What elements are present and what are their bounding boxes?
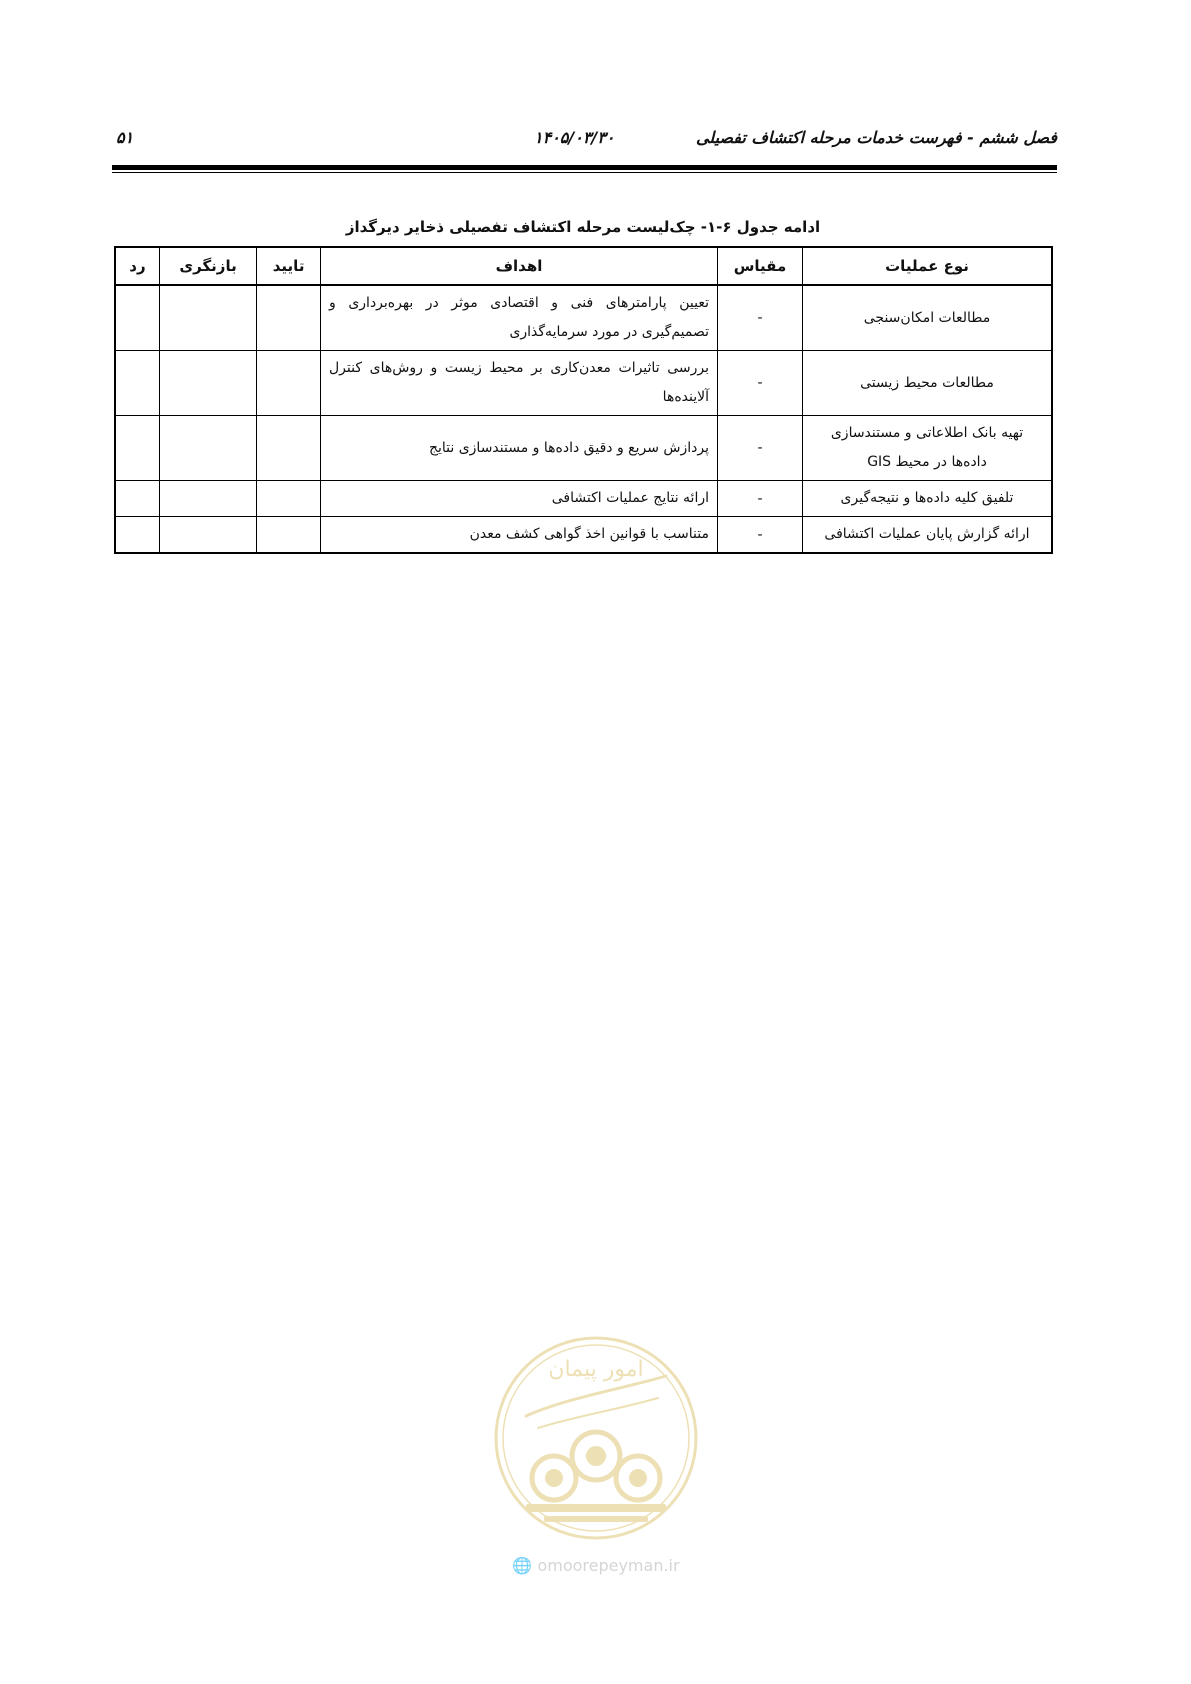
cell-reject xyxy=(115,351,159,416)
watermark-logo-text: امور پیمان xyxy=(548,1357,644,1382)
globe-icon: 🌐 xyxy=(512,1556,533,1575)
page-number: ۵۱ xyxy=(116,128,134,147)
cell-approve xyxy=(257,285,321,351)
watermark-logo xyxy=(486,1328,706,1548)
col-approve: تایید xyxy=(257,247,321,285)
cell-objectives: پردازش سریع و دقیق داده‌ها و مستندسازی نتایج xyxy=(321,416,718,481)
cell-approve xyxy=(257,351,321,416)
cell-review xyxy=(159,517,256,554)
table-caption: ادامه جدول ۶-۱- چک‌لیست مرحله اکتشاف تفصیلی ذخایر دیرگداز xyxy=(345,218,821,236)
cell-operation-type: مطالعات محیط زیستی xyxy=(803,351,1053,416)
col-review: بازنگری xyxy=(159,247,256,285)
header-date: ۱۴۰۵/۰۳/۳۰ xyxy=(534,128,615,147)
col-scale: مقیاس xyxy=(718,247,803,285)
cell-operation-type: تهیه بانک اطلاعاتی و مستندسازی داده‌ها در محیط GIS xyxy=(803,416,1053,481)
table-row xyxy=(115,285,1052,351)
col-objectives: اهداف xyxy=(321,247,718,285)
cell-operation-type: ارائه گزارش پایان عملیات اکتشافی xyxy=(803,517,1053,554)
table-row xyxy=(115,517,1052,554)
cell-objectives: متناسب با قوانین اخذ گواهی کشف معدن xyxy=(321,517,718,554)
header-rule-thin xyxy=(112,172,1057,173)
cell-approve xyxy=(257,517,321,554)
cell-review xyxy=(159,416,256,481)
cell-reject xyxy=(115,416,159,481)
cell-scale: - xyxy=(718,517,803,554)
cell-scale: - xyxy=(718,285,803,351)
table-header-row xyxy=(115,247,1052,285)
cell-operation-type: مطالعات امکان‌سنجی xyxy=(803,285,1053,351)
cell-reject xyxy=(115,481,159,517)
cell-approve xyxy=(257,481,321,517)
watermark xyxy=(486,1328,706,1578)
col-operation-type: نوع عملیات xyxy=(803,247,1053,285)
cell-review xyxy=(159,285,256,351)
header-rule-thick xyxy=(112,165,1057,170)
checklist-table xyxy=(114,246,1053,554)
cell-reject xyxy=(115,285,159,351)
watermark-url: omoorepeyman.ir xyxy=(537,1556,680,1575)
cell-approve xyxy=(257,416,321,481)
col-reject: رد xyxy=(115,247,159,285)
page-header xyxy=(112,128,1057,156)
cell-scale: - xyxy=(718,481,803,517)
cell-review xyxy=(159,351,256,416)
cell-objectives: ارائه نتایج عملیات اکتشافی xyxy=(321,481,718,517)
cell-operation-type: تلفیق کلیه داده‌ها و نتیجه‌گیری xyxy=(803,481,1053,517)
table-row xyxy=(115,481,1052,517)
table-row xyxy=(115,351,1052,416)
watermark-url-line xyxy=(486,1556,706,1575)
cell-scale: - xyxy=(718,416,803,481)
chapter-title: فصل ششم - فهرست خدمات مرحله اکتشاف تفصیلی xyxy=(695,128,1057,147)
cell-objectives: بررسی تاثیرات معدن‌کاری بر محیط زیست و روش‌های کنترل آلاینده‌ها xyxy=(321,351,718,416)
cell-reject xyxy=(115,517,159,554)
table-row xyxy=(115,416,1052,481)
cell-review xyxy=(159,481,256,517)
cell-objectives: تعیین پارامترهای فنی و اقتصادی موثر در بهره‌برداری و تصمیم‌گیری در مورد سرمایه‌گذاری xyxy=(321,285,718,351)
cell-scale: - xyxy=(718,351,803,416)
